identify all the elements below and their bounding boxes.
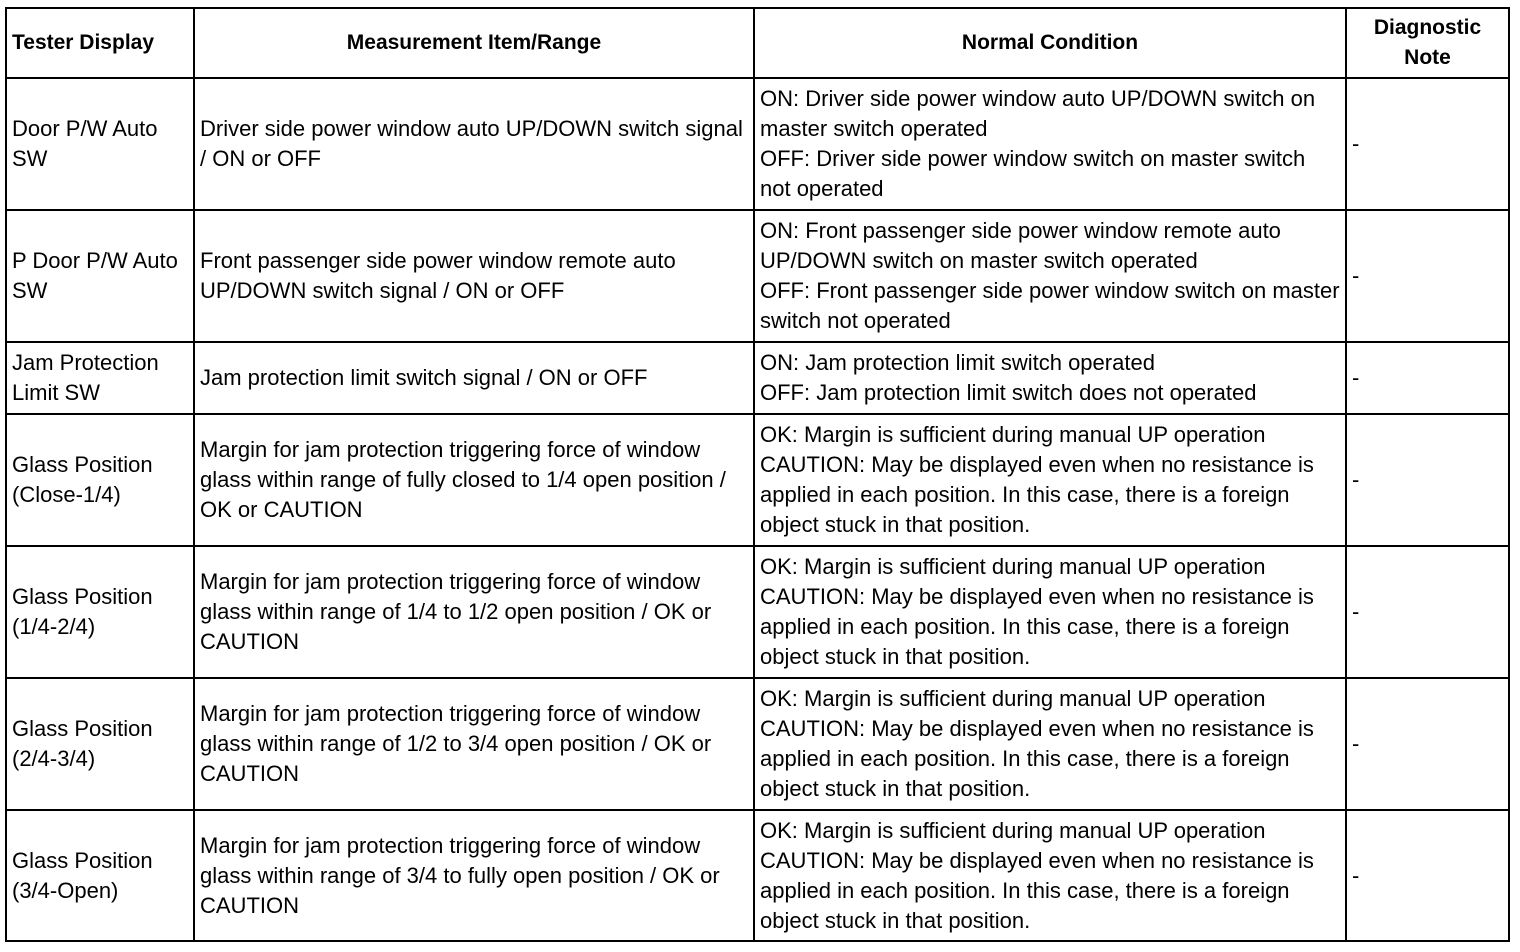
tester-display-cell: Glass Position (1/4-2/4)	[6, 546, 194, 678]
measurement-cell: Margin for jam protection triggering force of window glass within range of 3/4 to fully open position / OK or CAUTION	[194, 810, 754, 941]
header-tester-display: Tester Display	[6, 8, 194, 78]
normal-condition-cell: OK: Margin is sufficient during manual UP operation CAUTION: May be displayed even when no resistance is applied in each position. In this case, there is a foreign object stuck in that position.	[754, 546, 1346, 678]
normal-condition-cell: ON: Driver side power window auto UP/DOWN switch on master switch operated OFF: Driver side power window switch on master switch not operated	[754, 78, 1346, 210]
tester-display-cell: Door P/W Auto SW	[6, 78, 194, 210]
header-measurement-item: Measurement Item/Range	[194, 8, 754, 78]
table-row	[6, 810, 1509, 941]
normal-condition-cell: OK: Margin is sufficient during manual UP operation CAUTION: May be displayed even when no resistance is applied in each position. In this case, there is a foreign object stuck in that position.	[754, 678, 1346, 810]
data-list-table	[5, 7, 1510, 942]
table-row	[6, 210, 1509, 342]
table-row	[6, 678, 1509, 810]
diagnostic-note-cell: -	[1346, 78, 1509, 210]
tester-display-cell: Jam Protection Limit SW	[6, 342, 194, 414]
normal-condition-cell: ON: Jam protection limit switch operated OFF: Jam protection limit switch does not operated	[754, 342, 1346, 414]
diagnostic-note-cell: -	[1346, 546, 1509, 678]
normal-condition-cell: OK: Margin is sufficient during manual UP operation CAUTION: May be displayed even when no resistance is applied in each position. In this case, there is a foreign object stuck in that position.	[754, 810, 1346, 941]
diagnostic-note-cell: -	[1346, 414, 1509, 546]
table-row	[6, 414, 1509, 546]
table-row	[6, 78, 1509, 210]
tester-display-cell: Glass Position (2/4-3/4)	[6, 678, 194, 810]
table-header-row	[6, 8, 1509, 78]
normal-condition-cell: ON: Front passenger side power window remote auto UP/DOWN switch on master switch operated OFF: Front passenger side power window switch on master switch not operated	[754, 210, 1346, 342]
header-diagnostic-note: Diagnostic Note	[1346, 8, 1509, 78]
header-normal-condition: Normal Condition	[754, 8, 1346, 78]
measurement-cell: Front passenger side power window remote auto UP/DOWN switch signal / ON or OFF	[194, 210, 754, 342]
measurement-cell: Margin for jam protection triggering force of window glass within range of 1/4 to 1/2 open position / OK or CAUTION	[194, 546, 754, 678]
table-row	[6, 342, 1509, 414]
diagnostic-note-cell: -	[1346, 342, 1509, 414]
measurement-cell: Jam protection limit switch signal / ON or OFF	[194, 342, 754, 414]
diagnostic-note-cell: -	[1346, 210, 1509, 342]
diagnostic-note-cell: -	[1346, 678, 1509, 810]
tester-display-cell: Glass Position (Close-1/4)	[6, 414, 194, 546]
normal-condition-cell: OK: Margin is sufficient during manual UP operation CAUTION: May be displayed even when no resistance is applied in each position. In this case, there is a foreign object stuck in that position.	[754, 414, 1346, 546]
measurement-cell: Driver side power window auto UP/DOWN switch signal / ON or OFF	[194, 78, 754, 210]
table-row	[6, 546, 1509, 678]
tester-display-cell: P Door P/W Auto SW	[6, 210, 194, 342]
measurement-cell: Margin for jam protection triggering force of window glass within range of fully closed to 1/4 open position / OK or CAUTION	[194, 414, 754, 546]
diagnostic-note-cell: -	[1346, 810, 1509, 941]
measurement-cell: Margin for jam protection triggering force of window glass within range of 1/2 to 3/4 open position / OK or CAUTION	[194, 678, 754, 810]
tester-display-cell: Glass Position (3/4-Open)	[6, 810, 194, 941]
